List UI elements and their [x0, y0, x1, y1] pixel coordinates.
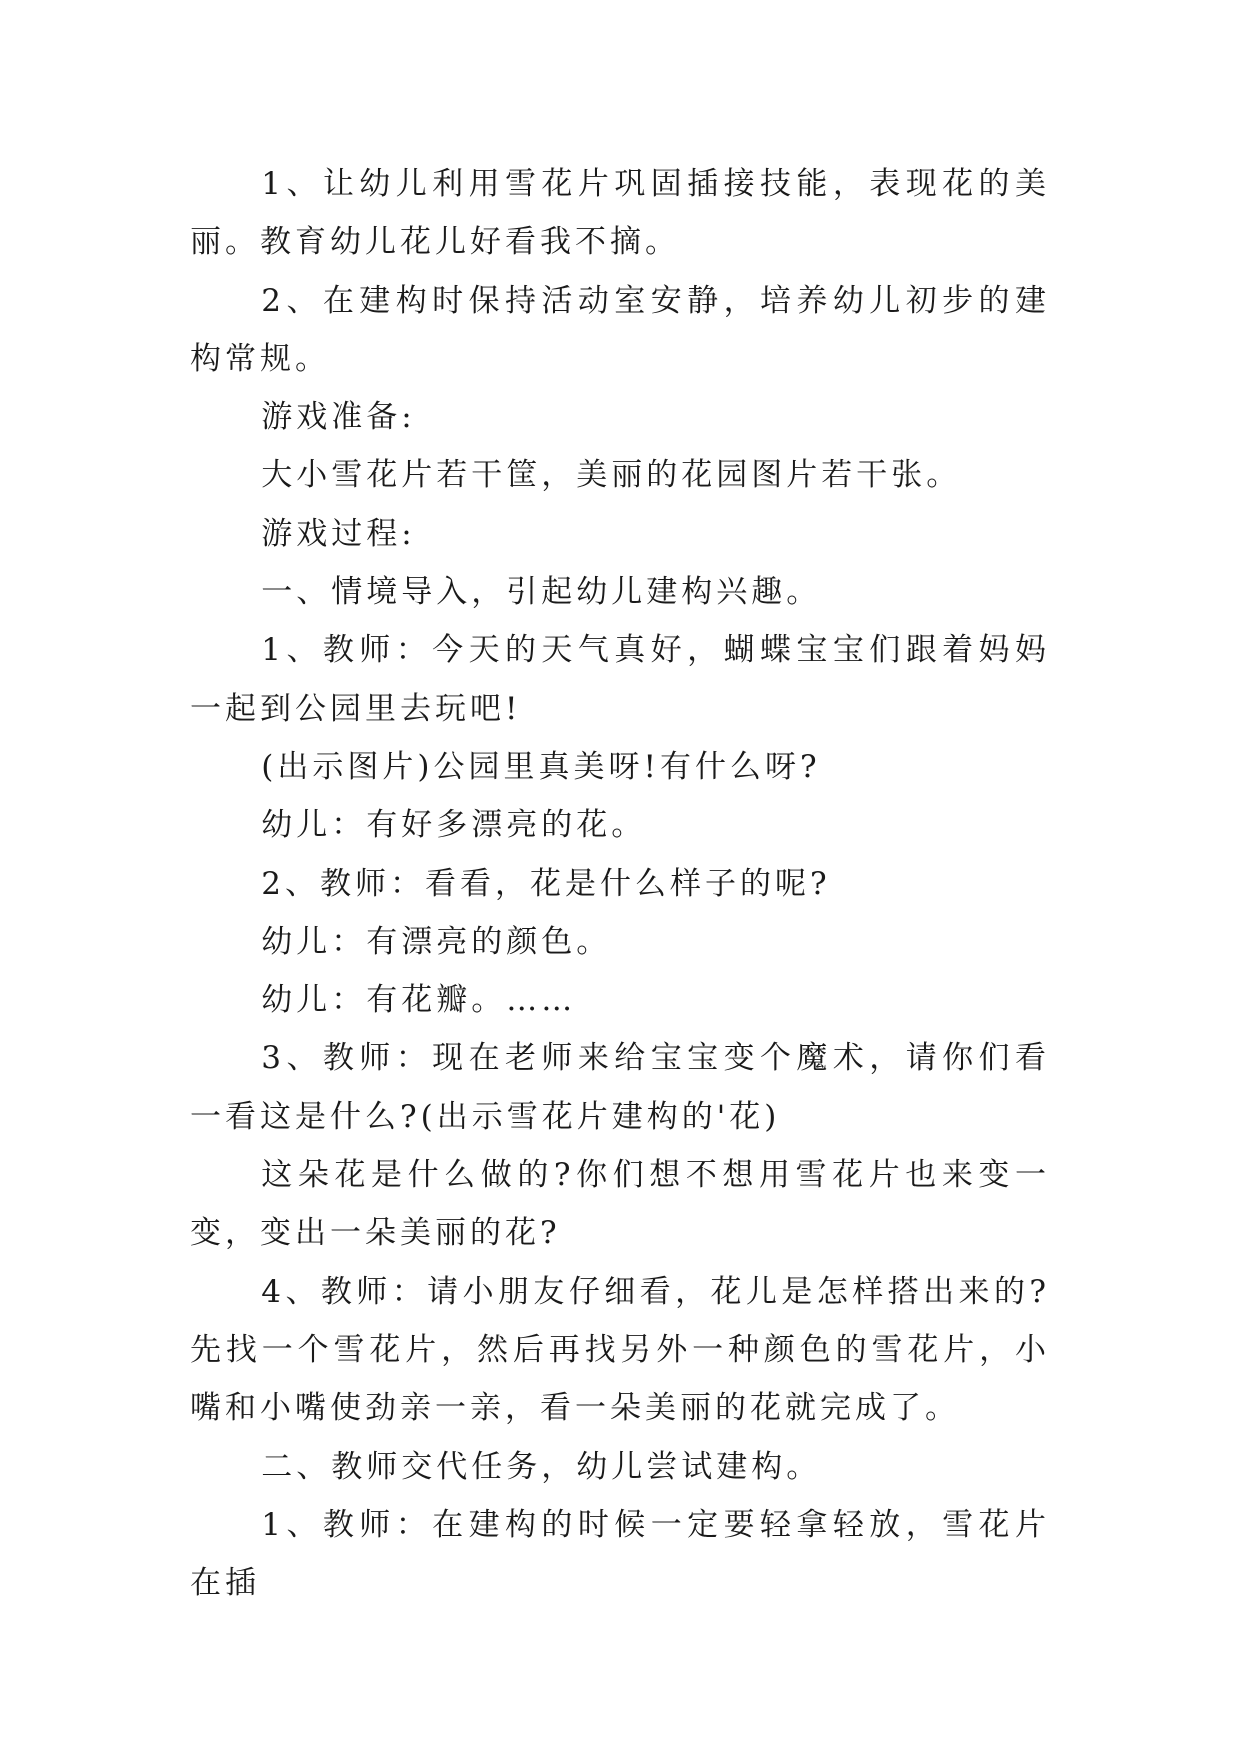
- paragraph-step-4: 4、教师：请小朋友仔细看，花儿是怎样搭出来的?先找一个雪花片，然后再找另外一种颜色的雪花片，小嘴和小嘴使劲亲一亲，看一朵美丽的花就完成了。: [190, 1273, 1050, 1427]
- section-heading-2: 二、教师交代任务，幼儿尝试建构。: [261, 1448, 822, 1485]
- paragraph-child-reply-3: 幼儿：有花瓣。……: [261, 982, 577, 1019]
- document-page: [190, 155, 1050, 1612]
- paragraph-materials: 大小雪花片若干筐，美丽的花园图片若干张。: [261, 457, 962, 494]
- paragraph-child-reply-2: 幼儿：有漂亮的颜色。: [261, 923, 612, 960]
- heading-game-preparation: 游戏准备:: [261, 399, 416, 436]
- paragraph-show-picture: (出示图片)公园里真美呀!有什么呀?: [261, 748, 821, 785]
- paragraph-goal-2: 2、在建构时保持活动室安静，培养幼儿初步的建构常规。: [190, 282, 1050, 377]
- paragraph-step-2: 2、教师：看看，花是什么样子的呢?: [261, 865, 831, 902]
- section-heading-1: 一、情境导入，引起幼儿建构兴趣。: [261, 574, 822, 611]
- paragraph-task-1: 1、教师：在建构的时候一定要轻拿轻放，雪花片在插: [190, 1506, 1050, 1602]
- paragraph-goal-1: 1、让幼儿利用雪花片巩固插接技能，表现花的美丽。教育幼儿花儿好看我不摘。: [190, 166, 1050, 261]
- heading-game-process: 游戏过程:: [261, 515, 416, 552]
- paragraph-question: 这朵花是什么做的?你们想不想用雪花片也来变一变，变出一朵美丽的花?: [190, 1157, 1050, 1252]
- paragraph-child-reply-1: 幼儿：有好多漂亮的花。: [261, 807, 647, 844]
- paragraph-step-1: 1、教师：今天的天气真好，蝴蝶宝宝们跟着妈妈一起到公园里去玩吧!: [190, 632, 1050, 727]
- paragraph-step-3: 3、教师：现在老师来给宝宝变个魔术，请你们看一看这是什么?(出示雪花片建构的'花): [190, 1040, 1050, 1135]
